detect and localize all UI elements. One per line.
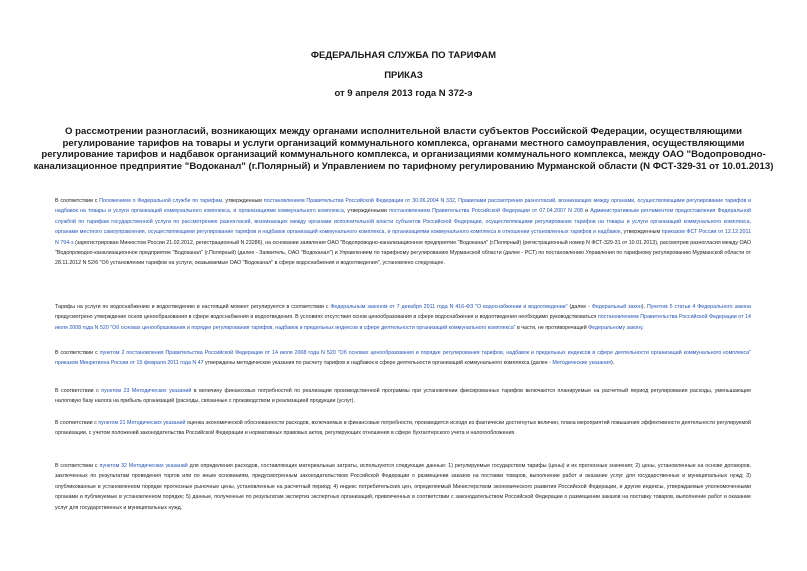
- document-link[interactable]: Положением о Федеральной службе по тарифам: [99, 198, 223, 204]
- paragraph-3: [55, 348, 751, 369]
- document-link[interactable]: пунктом 23 Методических указаний: [101, 388, 192, 394]
- paragraph-text: .: [642, 324, 644, 331]
- paragraph-text: В соответствии с: [55, 420, 99, 426]
- paragraph-text: В соответствии с: [55, 198, 100, 204]
- paragraph-text: , утвержденными: [343, 208, 390, 215]
- document-link[interactable]: Административным регламентом предоставления Федеральной службой по тарифам государственной услуги по рассмотрению разногласий, возникающих между органами исполнительной власти субъектов Российской Федерации, осуществляющими регулирование тарифов на товары и услуги организаций коммунального комплекса, органами местного самоуправления, осуществляющими регулирование тарифов и надбавок организаций коммунального комплекса, и организациями коммунального комплекса в отношении установленных тарифов и надбавок: [55, 208, 752, 236]
- paragraph-text: предусмотрено утверждение основ ценообразования в сфере водоснабжения и водоотведения. В условиях отсутствия основ ценообразования в сфере водоснабжения и водоотведения необходимо руководствоваться: [55, 314, 598, 321]
- document-link[interactable]: Пунктом 5 статьи 4 Федерального закона: [646, 304, 752, 310]
- paragraph-text: утверждены методические указания по расчету тарифов и надбавок в сфере деятельности организаций коммунального комплекса (далее -: [203, 360, 553, 367]
- document-link[interactable]: постановлением Правительства Российской Федерации от 30.06.2004 N 332: [263, 198, 455, 204]
- doc-type-heading: ПРИКАЗ: [384, 70, 423, 81]
- document-link[interactable]: Федеральный закон: [591, 304, 642, 310]
- document-link[interactable]: пунктом 32 Методических указаний: [99, 463, 188, 469]
- paragraph-text: ).: [611, 360, 615, 367]
- document-link[interactable]: Федеральным законом от 7 декабря 2011 года N 416-ФЗ "О водоснабжении и водоотведении": [330, 304, 568, 310]
- document-link[interactable]: пунктом 2 постановления Правительства Российской Федерации от 14 июля 2008 года N 520 "Об основах ценообразования и порядке регулирования тарифов, надбавок и предельных индексов в сфере деятельности организаций коммунального комплекса": [99, 350, 751, 356]
- paragraph-text: (зарегистрирован Минюстом России 21.02.2012, регистрационный N 23286), на основании заявления ОАО "Водопроводно-канализационное предприятие "Водоканал" (г.Полярный) (регистрационный номер N ФСТ-329-31 от 10.01.2013), рассмотрев разногласия между ОАО "Водопроводно-канализационное предприятие "Водоканал" (г.Полярный) (далее - Заявитель, ОАО "Водоканал") и Управлением по тарифному регулированию Мурманской области (далее - РСТ) по постановлению Управления по тарифному регулированию Мурманской области от 28.11.2012 N 52/6 "Об установлении тарифов на услуги, оказываемые ОАО "Водоканал" в сфере водоснабжения и водоотведения", установлено следующее.: [55, 239, 751, 267]
- paragraph-text: В соответствии с: [55, 463, 100, 469]
- paragraph-text: (далее -: [567, 304, 592, 310]
- paragraph-text: оценка экономической обоснованности расходов, включаемых в финансовые потребности, производится исходя из фактически достигнутых величин, плана мероприятий повышения эффективности деятельности регулируемой организации, с учетом положений законодательства Российской Федерации и нормативных правовых актов, регулирующих отношения в сфере бухгалтерского учета и налогообложения.: [55, 420, 752, 437]
- paragraph-text: В соответствии с: [55, 350, 100, 356]
- document-link[interactable]: Правилами рассмотрения разногласий, возникающих между органами, осуществляющими регулирование тарифов и надбавок на товары и услуги организаций коммунального комплекса, и организациями коммунального комплекса: [55, 198, 752, 215]
- document-link[interactable]: Федеральному закону: [588, 324, 643, 331]
- paragraph-5: [55, 418, 751, 439]
- document-subject: О рассмотрении разногласий, возникающих между органами исполнительной власти субъектов Российской Федерации, осуществляющими регулирование тарифов на товары и услуги организаций коммунального комплекса, органами местного самоуправления, осуществляющими регулирование тарифов и надбавок организаций коммунального комплекса, и организациями коммунального комплекса, между ОАО "Водопроводно-канализационное предприятие "Водоканал" (г.Полярный) и Управлением по тарифному регулированию Мурманской области (N ФСТ-329-31 от 10.01.2013): [33, 126, 774, 172]
- paragraph-text: в величину финансовых потребностей по реализации производственной программы при установлении фиксированных тарифов включаются планируемые на расчетный период регулирования расходы, уменьшающие налоговую базу налога на прибыль организаций (расходы, связанные с производством и реализацией продукции (услуг).: [55, 388, 752, 405]
- document-link[interactable]: постановлением Правительства Российской Федерации от 14 июля 2008 года N 520 "Об основах ценообразования и порядке регулирования тарифов, надбавок и предельных индексов в сфере деятельности организаций коммунального комплекса": [55, 314, 751, 331]
- agency-heading: ФЕДЕРАЛЬНАЯ СЛУЖБА ПО ТАРИФАМ: [310, 50, 497, 61]
- paragraph-text: ).: [641, 304, 647, 310]
- paragraph-2: [55, 302, 751, 333]
- paragraph-text: В соответствии с: [55, 388, 102, 394]
- paragraph-text: и: [582, 208, 591, 215]
- document-link[interactable]: Методические указания: [552, 360, 612, 367]
- paragraph-6: [55, 461, 751, 513]
- paragraph-text: , утвержденным: [620, 229, 662, 236]
- paragraph-text: ,: [454, 198, 459, 204]
- document-link[interactable]: приказом ФСТ России от 12.12.2011 N 794-э: [55, 229, 751, 246]
- document-link[interactable]: пунктом 21 Методических указаний: [98, 420, 186, 426]
- paragraph-text: , утвержденным: [222, 198, 264, 204]
- paragraph-4: [55, 386, 751, 407]
- paragraph-text: Тарифы на услуги по водоснабжению и водоотведению в настоящий момент регулируются в соответствии с: [55, 304, 331, 310]
- paragraph-text: в части, не противоречащей: [515, 324, 589, 331]
- doc-date-heading: от 9 апреля 2013 года N 372-э: [334, 88, 473, 99]
- paragraph-1: [55, 196, 751, 269]
- document-link[interactable]: постановлением Правительства Российской Федерации от 07.04.2007 N 208: [389, 208, 583, 215]
- paragraph-text: для определения расходов, составляющих материальные затраты, используются следующие данные: 1) регулируемые государством тарифы (цены) и их прогнозные значения; 2) цены, установленные на основе договоров, заключенных по результатам проведения торгов или по иным основаниям, предусмотренным законодательством Российской Федерации о размещении заказов на поставки товаров, выполнение работ и оказание услуг для государственных и муниципальных нужд; 3) опубликованные в установленном порядке прогнозные рыночные цены, установленные на расчетный период; 4) индекс потребительских цен, определяемый Министерством экономического развития Российской Федерации, и другие индексы, утверждаемые уполномоченными органами и публикуемые в установленном порядке; 5) данные, полученные по результатам экспертиз экспертных организаций, привлеченных в соответствии с законодательством Российской Федерации о размещении заказов на поставку товаров, выполнение работ и оказание услуг для государственных и муниципальных нужд.: [55, 463, 752, 511]
- document-link[interactable]: приказом Минрегиона России от 15 февраля 2011 года N 47: [55, 360, 204, 367]
